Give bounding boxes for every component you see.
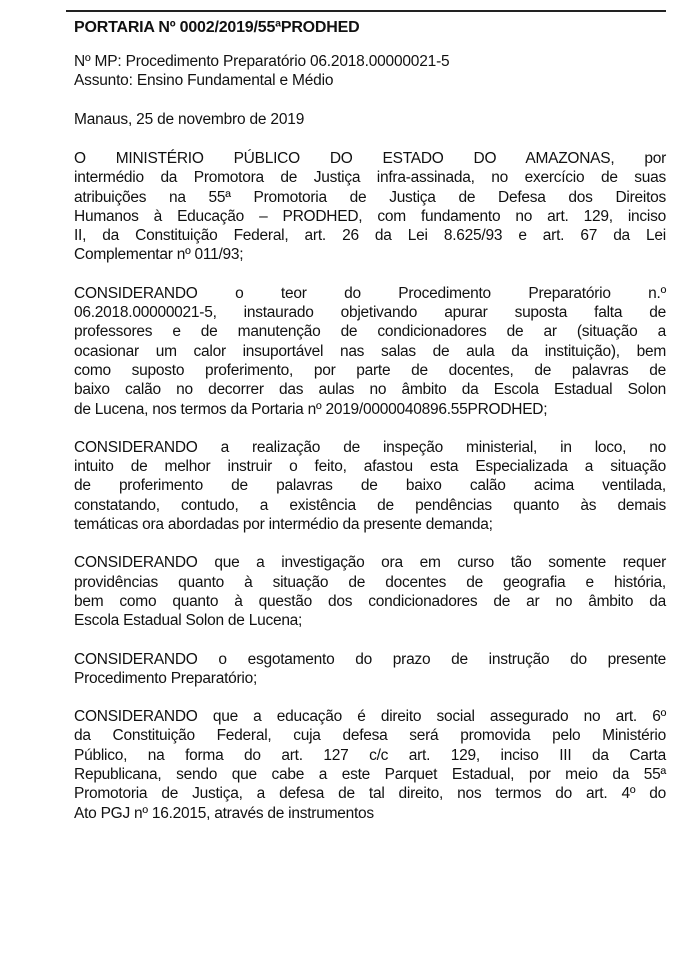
header-rule [66, 10, 666, 12]
text-line: CONSIDERANDO que a educação é direito social assegurado no art. 6º [74, 708, 666, 726]
text-line: bem como quanto à questão dos condicionadores de ar no âmbito da [74, 592, 666, 610]
text-line: 06.2018.00000021-5, instaurado objetivando apurar suposta falta de [74, 304, 666, 322]
text-line: Público, na forma do art. 127 c/c art. 129, inciso III da Carta [74, 746, 666, 764]
text-line: de Lucena, nos termos da Portaria nº 2019/0000040896.55PRODHED; [74, 400, 548, 418]
paragraph-considerando-1 [74, 284, 666, 419]
text-line: Humanos à Educação – PRODHED, com fundamento no art. 129, inciso [74, 207, 666, 225]
text-line: professores e de manutenção de condicionadores de ar (situação a [74, 323, 666, 341]
text-line: intuito de melhor instruir o feito, afastou esta Especializada a situação [74, 458, 666, 476]
text-line: atribuições na 55ª Promotoria de Justiça de Defesa dos Direitos [74, 188, 666, 206]
document-meta [74, 52, 666, 90]
mp-number: Nº MP: Procedimento Preparatório 06.2018.00000021-5 [74, 53, 450, 70]
paragraph-considerando-3 [74, 553, 666, 630]
text-line: intermédio da Promotora de Justiça infra-assinada, no exercício de suas [74, 169, 666, 187]
paragraph-considerando-4 [74, 650, 666, 689]
text-line: CONSIDERANDO a realização de inspeção ministerial, in loco, no [74, 438, 666, 456]
text-line: temáticas ora abordadas por intermédio da presente demanda; [74, 516, 493, 534]
text-line: Complementar nº 011/93; [74, 246, 244, 264]
text-line: Escola Estadual Solon de Lucena; [74, 612, 303, 630]
text-line: como suposto proferimento, por parte de docentes, de palavras de [74, 361, 666, 379]
text-line: Ato PGJ nº 16.2015, através de instrumentos [74, 804, 374, 822]
text-line: da Constituição Federal, cuja defesa será promovida pelo Ministério [74, 727, 666, 745]
text-line: constatando, contudo, a existência de pendências quanto às demais [74, 496, 666, 514]
subject: Assunto: Ensino Fundamental e Médio [74, 72, 334, 89]
paragraph-considerando-5 [74, 707, 666, 823]
document-page [74, 15, 666, 823]
paragraph-considerando-2 [74, 438, 666, 534]
text-line: CONSIDERANDO o teor do Procedimento Preparatório n.º [74, 284, 666, 302]
date-line: Manaus, 25 de novembro de 2019 [74, 111, 305, 128]
text-line: II, da Constituição Federal, art. 26 da Lei 8.625/93 e art. 67 da Lei [74, 227, 666, 245]
text-line: ocasionar um calor insuportável nas salas de aula da instituição), bem [74, 342, 666, 360]
paragraph-preamble [74, 149, 666, 265]
text-line: CONSIDERANDO o esgotamento do prazo de instrução do presente [74, 650, 666, 668]
text-line: CONSIDERANDO que a investigação ora em curso tão somente requer [74, 554, 666, 572]
text-line: Republicana, sendo que cabe a este Parquet Estadual, por meio da 55ª [74, 766, 666, 784]
document-title: PORTARIA Nº 0002/2019/55ªPRODHED [74, 19, 360, 36]
text-line: de proferimento de palavras de baixo calão acima ventilada, [74, 477, 666, 495]
text-line: providências quanto à situação de docentes de geografia e história, [74, 573, 666, 591]
text-line: baixo calão no decorrer das aulas no âmbito da Escola Estadual Solon [74, 381, 666, 399]
text-line: Procedimento Preparatório; [74, 669, 258, 687]
text-line: O MINISTÉRIO PÚBLICO DO ESTADO DO AMAZONAS, por [74, 150, 666, 167]
text-line: Promotoria de Justiça, a defesa de tal direito, nos termos do art. 4º do [74, 785, 666, 803]
